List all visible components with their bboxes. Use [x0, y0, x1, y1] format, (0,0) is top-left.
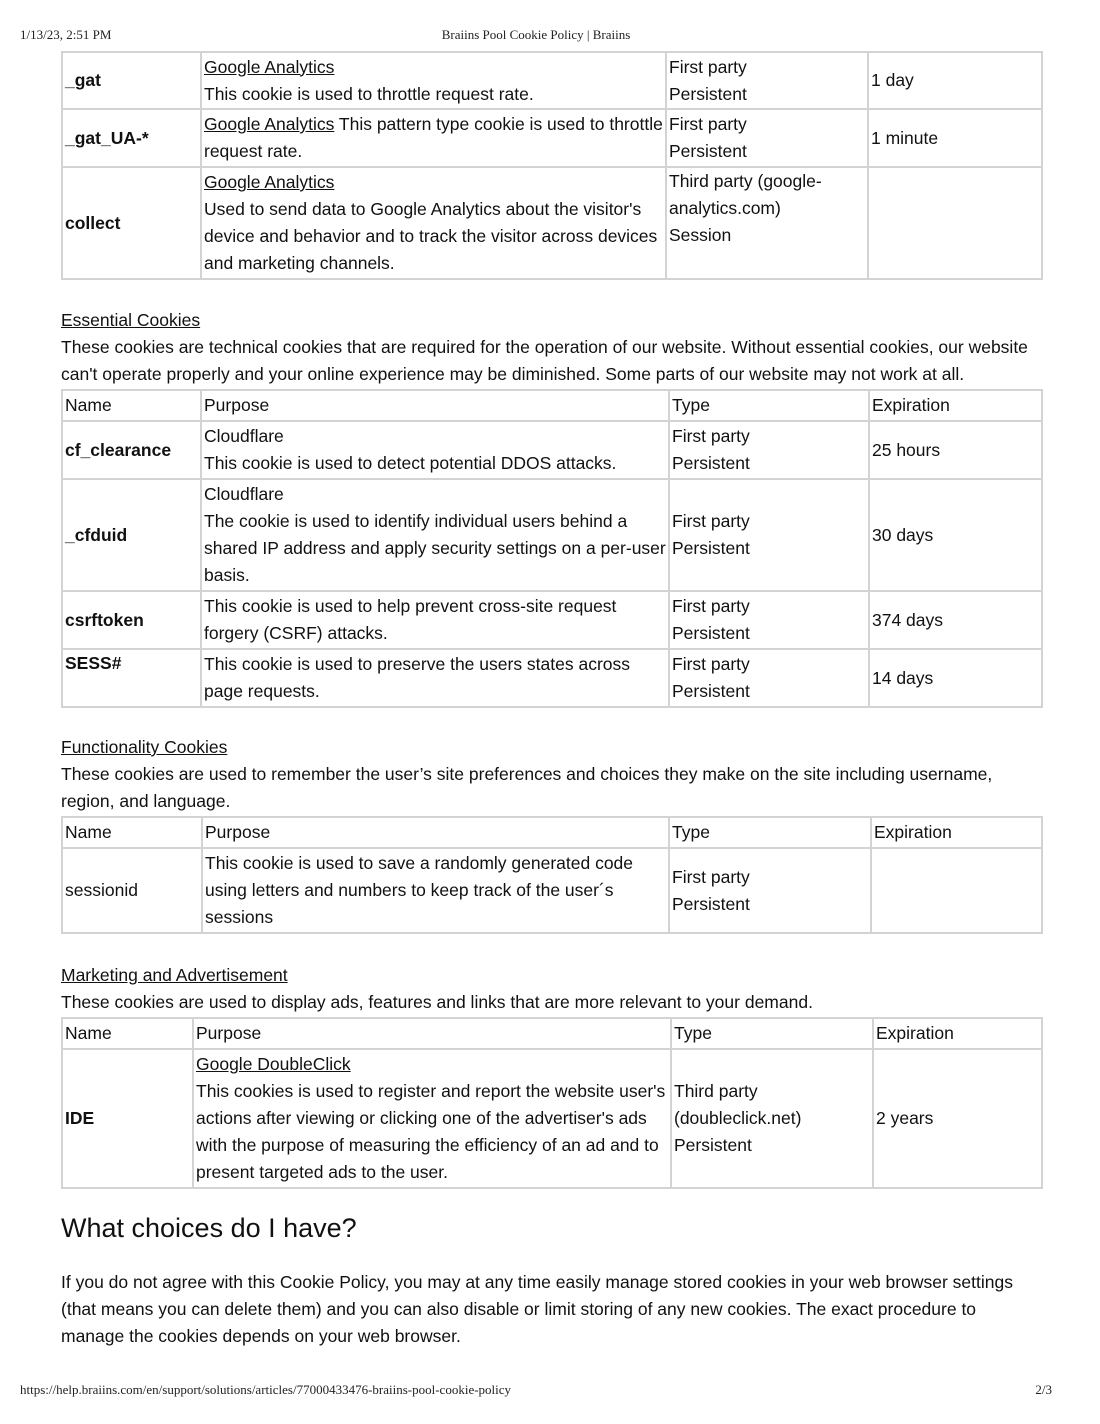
- type-duration: Persistent: [672, 538, 750, 558]
- cookie-type: [666, 109, 868, 167]
- header-expiration: Expiration: [873, 1018, 1042, 1049]
- header-type: Type: [671, 1018, 873, 1049]
- cookie-purpose: [201, 167, 666, 279]
- type-party: First party: [672, 596, 750, 616]
- cookie-purpose: This cookie is used to preserve the users states across page requests.: [201, 649, 669, 707]
- cookie-purpose: This cookie is used to help prevent cross-site request forgery (CSRF) attacks.: [201, 591, 669, 649]
- table-header-row: [62, 817, 1042, 848]
- cookie-purpose: [201, 479, 669, 591]
- cookie-expiration: [871, 848, 1042, 933]
- table-row: [62, 1049, 1042, 1188]
- cookie-type: [666, 52, 868, 109]
- type-duration: Session: [669, 225, 732, 245]
- cookie-name: _gat_UA-*: [62, 109, 201, 167]
- provider-link[interactable]: Google Analytics: [204, 172, 335, 192]
- print-footer: [20, 1382, 1052, 1400]
- functionality-description: These cookies are used to remember the user’s site preferences and choices they make on the site including username, region, and language.: [61, 764, 993, 811]
- essential-cookies-table: [61, 389, 1043, 708]
- type-duration: Persistent: [669, 83, 747, 104]
- essential-section: [61, 307, 1041, 388]
- provider-link[interactable]: Google DoubleClick: [196, 1054, 351, 1074]
- print-page-title: Braiins Pool Cookie Policy | Braiins: [441, 27, 631, 42]
- cookie-name: IDE: [62, 1049, 193, 1188]
- header-purpose: Purpose: [202, 817, 669, 848]
- cookie-type: [669, 479, 869, 591]
- cookie-expiration: 1 day: [868, 52, 1042, 109]
- table-row: [62, 848, 1042, 933]
- purpose-text: Used to send data to Google Analytics about the visitor's device and behavior and to track the visitor across devices and marketing channels.: [204, 199, 658, 273]
- cookie-type: [666, 167, 868, 279]
- cookie-type: [669, 421, 869, 479]
- header-purpose: Purpose: [201, 390, 669, 421]
- header-name: Name: [62, 817, 202, 848]
- essential-description: These cookies are technical cookies that are required for the operation of our website. Without essential cookies, our website can't operate properly and your online experience may be diminished. Some parts of our website may not work at all.: [61, 337, 1028, 384]
- purpose-text: This cookie is used to throttle request rate.: [204, 83, 534, 104]
- print-header: [20, 27, 1052, 45]
- header-purpose: Purpose: [193, 1018, 671, 1049]
- cookie-type: [669, 591, 869, 649]
- cookie-name: SESS#: [62, 649, 201, 707]
- header-type: Type: [669, 817, 871, 848]
- cookie-purpose: [201, 52, 666, 109]
- marketing-description: These cookies are used to display ads, features and links that are more relevant to your demand.: [61, 992, 813, 1012]
- marketing-cookies-table: [61, 1017, 1043, 1189]
- purpose-text: This pattern type cookie is used to throttle request rate.: [204, 114, 663, 161]
- type-party: First party: [672, 866, 750, 887]
- type-party: First party: [669, 114, 747, 134]
- table-row: [62, 421, 1042, 479]
- purpose-text: This cookie is used to detect potential DDOS attacks.: [204, 453, 617, 473]
- cookie-expiration: 2 years: [873, 1049, 1042, 1188]
- cookie-expiration: 1 minute: [868, 109, 1042, 167]
- cookie-name: _gat: [62, 52, 201, 109]
- cookie-name: collect: [62, 167, 201, 279]
- choices-body: If you do not agree with this Cookie Policy, you may at any time easily manage stored cookies in your web browser settings (that means you can delete them) and you can also disable or limit storing of any new cookies. The exact procedure to manage the cookies depends on your web browser.: [61, 1272, 1013, 1346]
- provider-link[interactable]: Google Analytics: [204, 56, 335, 77]
- marketing-section: [61, 962, 1041, 1016]
- table-header-row: [62, 1018, 1042, 1049]
- cookie-purpose: This cookie is used to save a randomly generated code using letters and numbers to keep track of the user´s sessions: [202, 848, 669, 933]
- functionality-cookies-table: [61, 816, 1043, 934]
- table-row: [62, 109, 1042, 167]
- cookie-type: [669, 649, 869, 707]
- print-page-number: 2/3: [1035, 1382, 1052, 1397]
- cookie-type: [671, 1049, 873, 1188]
- provider-name: Cloudflare: [204, 484, 284, 504]
- article-body: [61, 51, 1041, 1350]
- cookie-expiration: 374 days: [869, 591, 1042, 649]
- functionality-section: [61, 734, 1041, 815]
- cookie-expiration: 14 days: [869, 649, 1042, 707]
- cookie-type: [669, 848, 871, 933]
- type-duration: Persistent: [672, 453, 750, 473]
- essential-cookies-title[interactable]: Essential Cookies: [61, 310, 201, 330]
- cookie-name: csrftoken: [62, 591, 201, 649]
- purpose-text: This cookies is used to register and report the website user's actions after viewing or clicking one of the advertiser's ads with the purpose of measuring the efficiency of an ad and to present targeted ads to the user.: [196, 1081, 666, 1182]
- type-duration: Persistent: [669, 141, 747, 161]
- type-party: First party: [672, 426, 750, 446]
- table-row: [62, 591, 1042, 649]
- header-name: Name: [62, 390, 201, 421]
- provider-link[interactable]: Google Analytics: [204, 114, 335, 134]
- choices-heading: What choices do I have?: [61, 1213, 357, 1243]
- cookie-name: _cfduid: [62, 479, 201, 591]
- cookie-name: sessionid: [62, 848, 202, 933]
- type-duration: Persistent: [674, 1135, 752, 1155]
- print-datetime: 1/13/23, 2:51 PM: [20, 27, 112, 42]
- type-duration: Persistent: [672, 893, 750, 914]
- cookie-expiration: 25 hours: [869, 421, 1042, 479]
- type-party: First party: [672, 511, 750, 531]
- header-expiration: Expiration: [869, 390, 1042, 421]
- header-name: Name: [62, 1018, 193, 1049]
- type-party: First party: [672, 654, 750, 674]
- table-row: [62, 52, 1042, 109]
- type-duration: Persistent: [672, 623, 750, 643]
- functionality-cookies-title[interactable]: Functionality Cookies: [61, 737, 228, 757]
- cookie-purpose: [201, 421, 669, 479]
- type-duration: Persistent: [672, 681, 750, 701]
- purpose-text: The cookie is used to identify individual users behind a shared IP address and apply security settings on a per-user basis.: [204, 511, 666, 585]
- header-type: Type: [669, 390, 869, 421]
- header-expiration: Expiration: [871, 817, 1042, 848]
- provider-name: Cloudflare: [204, 426, 284, 446]
- type-party: Third party (google-analytics.com): [669, 171, 822, 218]
- cookie-purpose: [201, 109, 666, 167]
- analytics-cookies-table: [61, 51, 1043, 280]
- table-row: [62, 479, 1042, 591]
- cookie-name: cf_clearance: [62, 421, 201, 479]
- type-party: First party: [669, 56, 747, 77]
- table-row: [62, 167, 1042, 279]
- marketing-cookies-title[interactable]: Marketing and Advertisement: [61, 965, 288, 985]
- table-row: [62, 649, 1042, 707]
- cookie-expiration: 30 days: [869, 479, 1042, 591]
- print-url: https://help.braiins.com/en/support/solutions/articles/77000433476-braiins-pool-cookie-policy: [20, 1382, 512, 1397]
- table-header-row: [62, 390, 1042, 421]
- cookie-purpose: [193, 1049, 671, 1188]
- type-party: Third party (doubleclick.net): [674, 1081, 802, 1128]
- cookie-expiration: [868, 167, 1042, 279]
